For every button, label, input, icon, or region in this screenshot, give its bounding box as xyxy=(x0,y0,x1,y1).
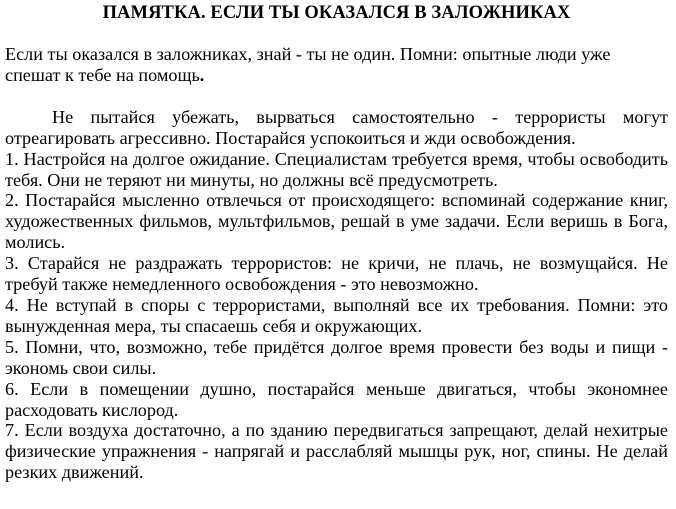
document-title: ПАМЯТКА. ЕСЛИ ТЫ ОКАЗАЛСЯ В ЗАЛОЖНИКАХ xyxy=(102,3,571,23)
list-item-5: 5. Помни, что, возможно, тебе придётся долгое время провести без воды и пищи - экономь свои силы. xyxy=(5,336,668,378)
memo-document xyxy=(5,2,668,483)
list-item-6: 6. Если в помещении душно, постарайся меньше двигаться, чтобы экономнее расходовать кислород. xyxy=(5,378,668,420)
intro-text: Если ты оказался в заложниках, знай - ты не один. Помни: опытные люди уже спешат к тебе на помощь xyxy=(5,44,611,85)
list-item-4: 4. Не вступай в споры с террористами, выполняй все их требования. Помни: это вынужденная мера, ты спасаешь себя и окружающих. xyxy=(5,294,668,336)
intro-period: . xyxy=(199,64,205,85)
list-item-3: 3. Старайся не раздражать террористов: не кричи, не плачь, не возмущайся. Не требуй также немедленного освобождения - это невозможно. xyxy=(5,253,668,295)
list-item-2: 2. Постарайся мысленно отвлечься от происходящего: вспоминай содержание книг, художественных фильмов, мультфильмов, решай в уме задачи. Если веришь в Бога, молись. xyxy=(5,190,668,253)
list-item-7: 7. Если воздуха достаточно, а по зданию передвигаться запрещают, делай нехитрые физические упражнения - напрягай и расслабляй мышцы рук, ног, спины. Не делай резких движений. xyxy=(5,420,668,483)
list-item-1: 1. Настройся на долгое ожидание. Специалистам требуется время, чтобы освободить тебя. Они не теряют ни минуты, но должны всё предусмотреть. xyxy=(5,148,668,190)
intro-paragraph xyxy=(5,44,668,86)
lead-paragraph: Не пытайся убежать, вырваться самостоятельно - террористы могут отреагировать агрессивно. Постарайся успокоиться и жди освобождения. xyxy=(5,106,668,148)
